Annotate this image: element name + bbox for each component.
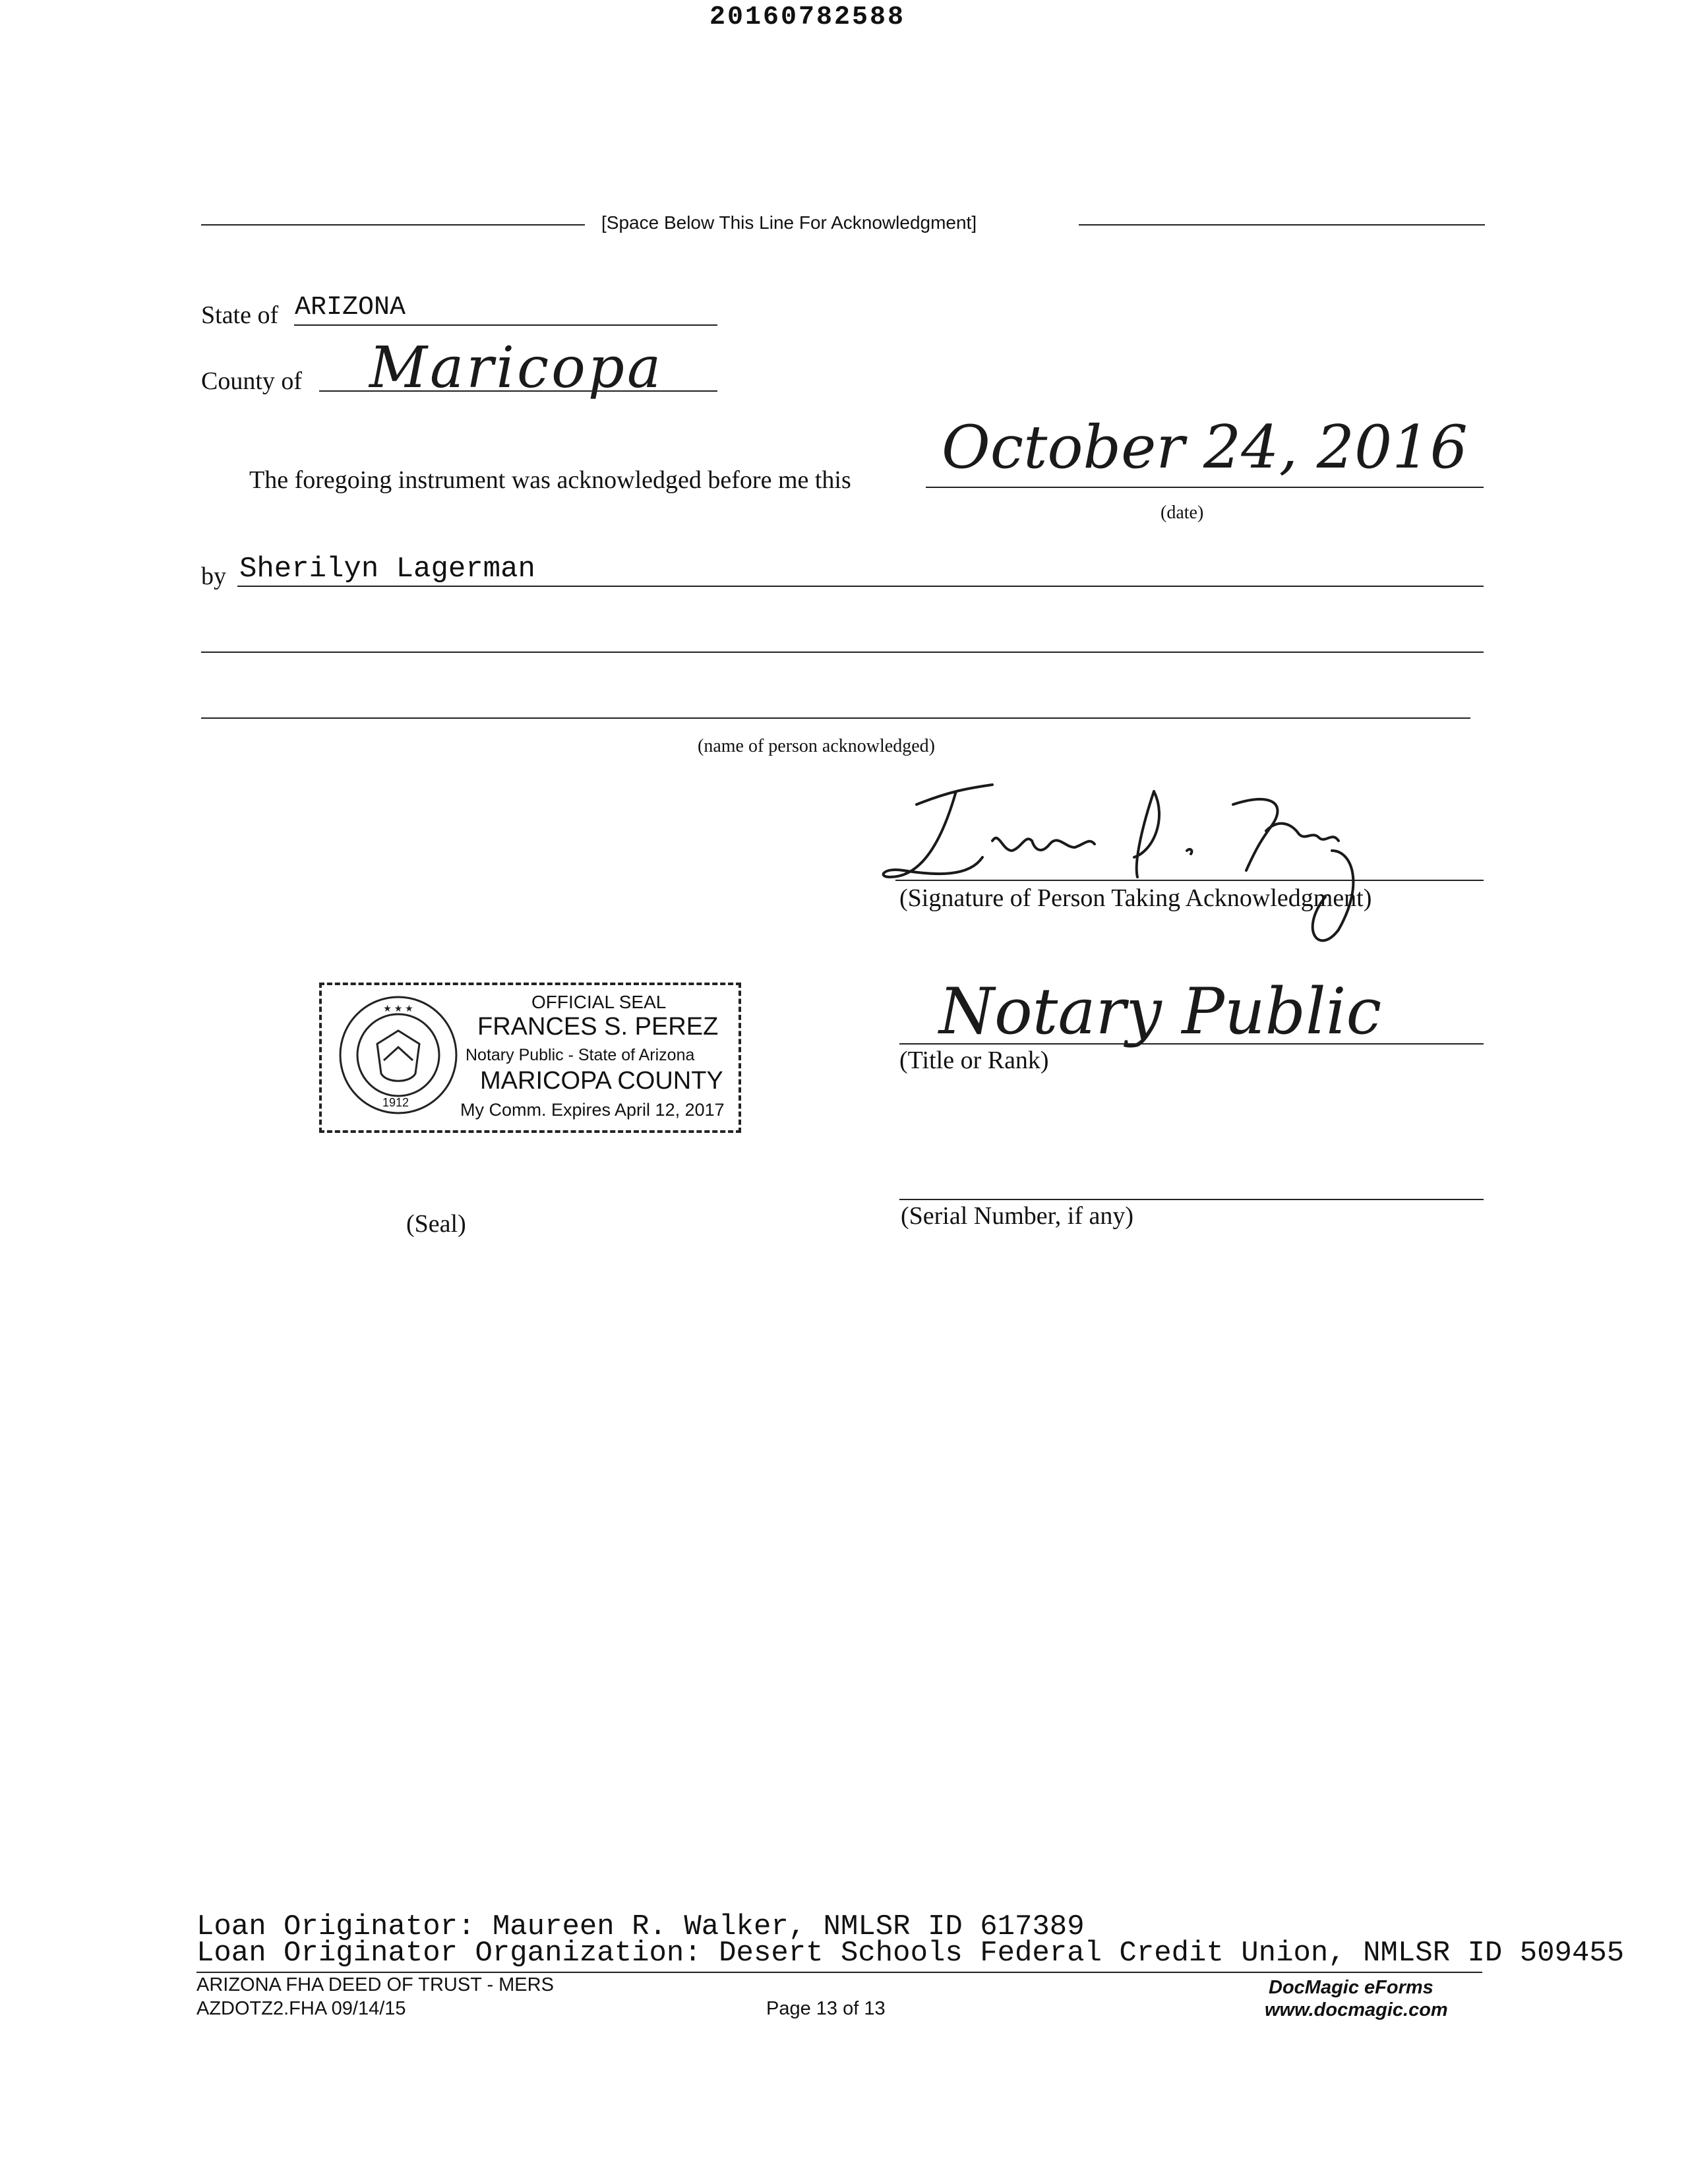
state-underline [294,324,717,326]
acknowledgment-text: The foregoing instrument was acknowledged before me this [249,466,851,494]
name-caption: (name of person acknowledged) [698,736,935,756]
title-underline [899,1043,1484,1045]
serial-underline [899,1199,1484,1200]
title-rank-value: Notary Public [939,975,1382,1048]
footer-rule [196,1972,1482,1973]
footer-website: www.docmagic.com [1265,1999,1448,2020]
seal-line-official: OFFICIAL SEAL [531,992,667,1012]
name-line-3 [201,717,1470,719]
footer-organization: Loan Originator Organization: Desert Schools Federal Credit Union, NMLSR ID 509455 [196,1937,1625,1970]
title-rank-caption: (Title or Rank) [899,1046,1049,1074]
by-label: by [201,562,226,590]
state-label: State of [201,301,279,329]
separator-text: [Space Below This Line For Acknowledgment] [601,212,977,233]
separator-line-right [1079,224,1485,226]
acknowledgment-date-value: October 24, 2016 [942,413,1468,482]
footer-form-title: ARIZONA FHA DEED OF TRUST - MERS [196,1974,554,1995]
svg-text:★ ★ ★: ★ ★ ★ [383,1003,413,1014]
signature-underline [895,880,1484,881]
notary-signature-drawing [877,778,1404,950]
state-value: ARIZONA [295,293,406,322]
separator-line-left [201,224,585,226]
seal-line-notary: Notary Public - State of Arizona [466,1046,695,1064]
county-underline [319,390,717,392]
footer-page-number: Page 13 of 13 [766,1998,886,2019]
date-caption: (date) [1160,502,1204,523]
seal-line-county: MARICOPA COUNTY [480,1067,723,1095]
county-label: County of [201,367,303,395]
county-value: Maricopa [369,335,664,401]
seal-caption: (Seal) [406,1210,466,1238]
footer-form-code: AZDOTZ2.FHA 09/14/15 [196,1998,406,2019]
signature-caption: (Signature of Person Taking Acknowledgment) [899,884,1372,912]
seal-line-name: FRANCES S. PEREZ [477,1013,719,1041]
date-underline [926,487,1484,488]
notary-seal-stamp [319,983,741,1133]
seal-line-expires: My Comm. Expires April 12, 2017 [460,1100,725,1120]
name-line-2 [201,652,1484,653]
footer-originator: Loan Originator: Maureen R. Walker, NMLSR ID 617389 [196,1910,1085,1943]
by-underline [237,586,1484,587]
seal-emblem-year: 1912 [382,1096,409,1109]
document-number: 20160782588 [709,3,906,32]
by-value: Sherilyn Lagerman [239,553,535,586]
serial-caption: (Serial Number, if any) [901,1202,1134,1230]
footer-brand: DocMagic eForms [1269,1977,1433,1998]
